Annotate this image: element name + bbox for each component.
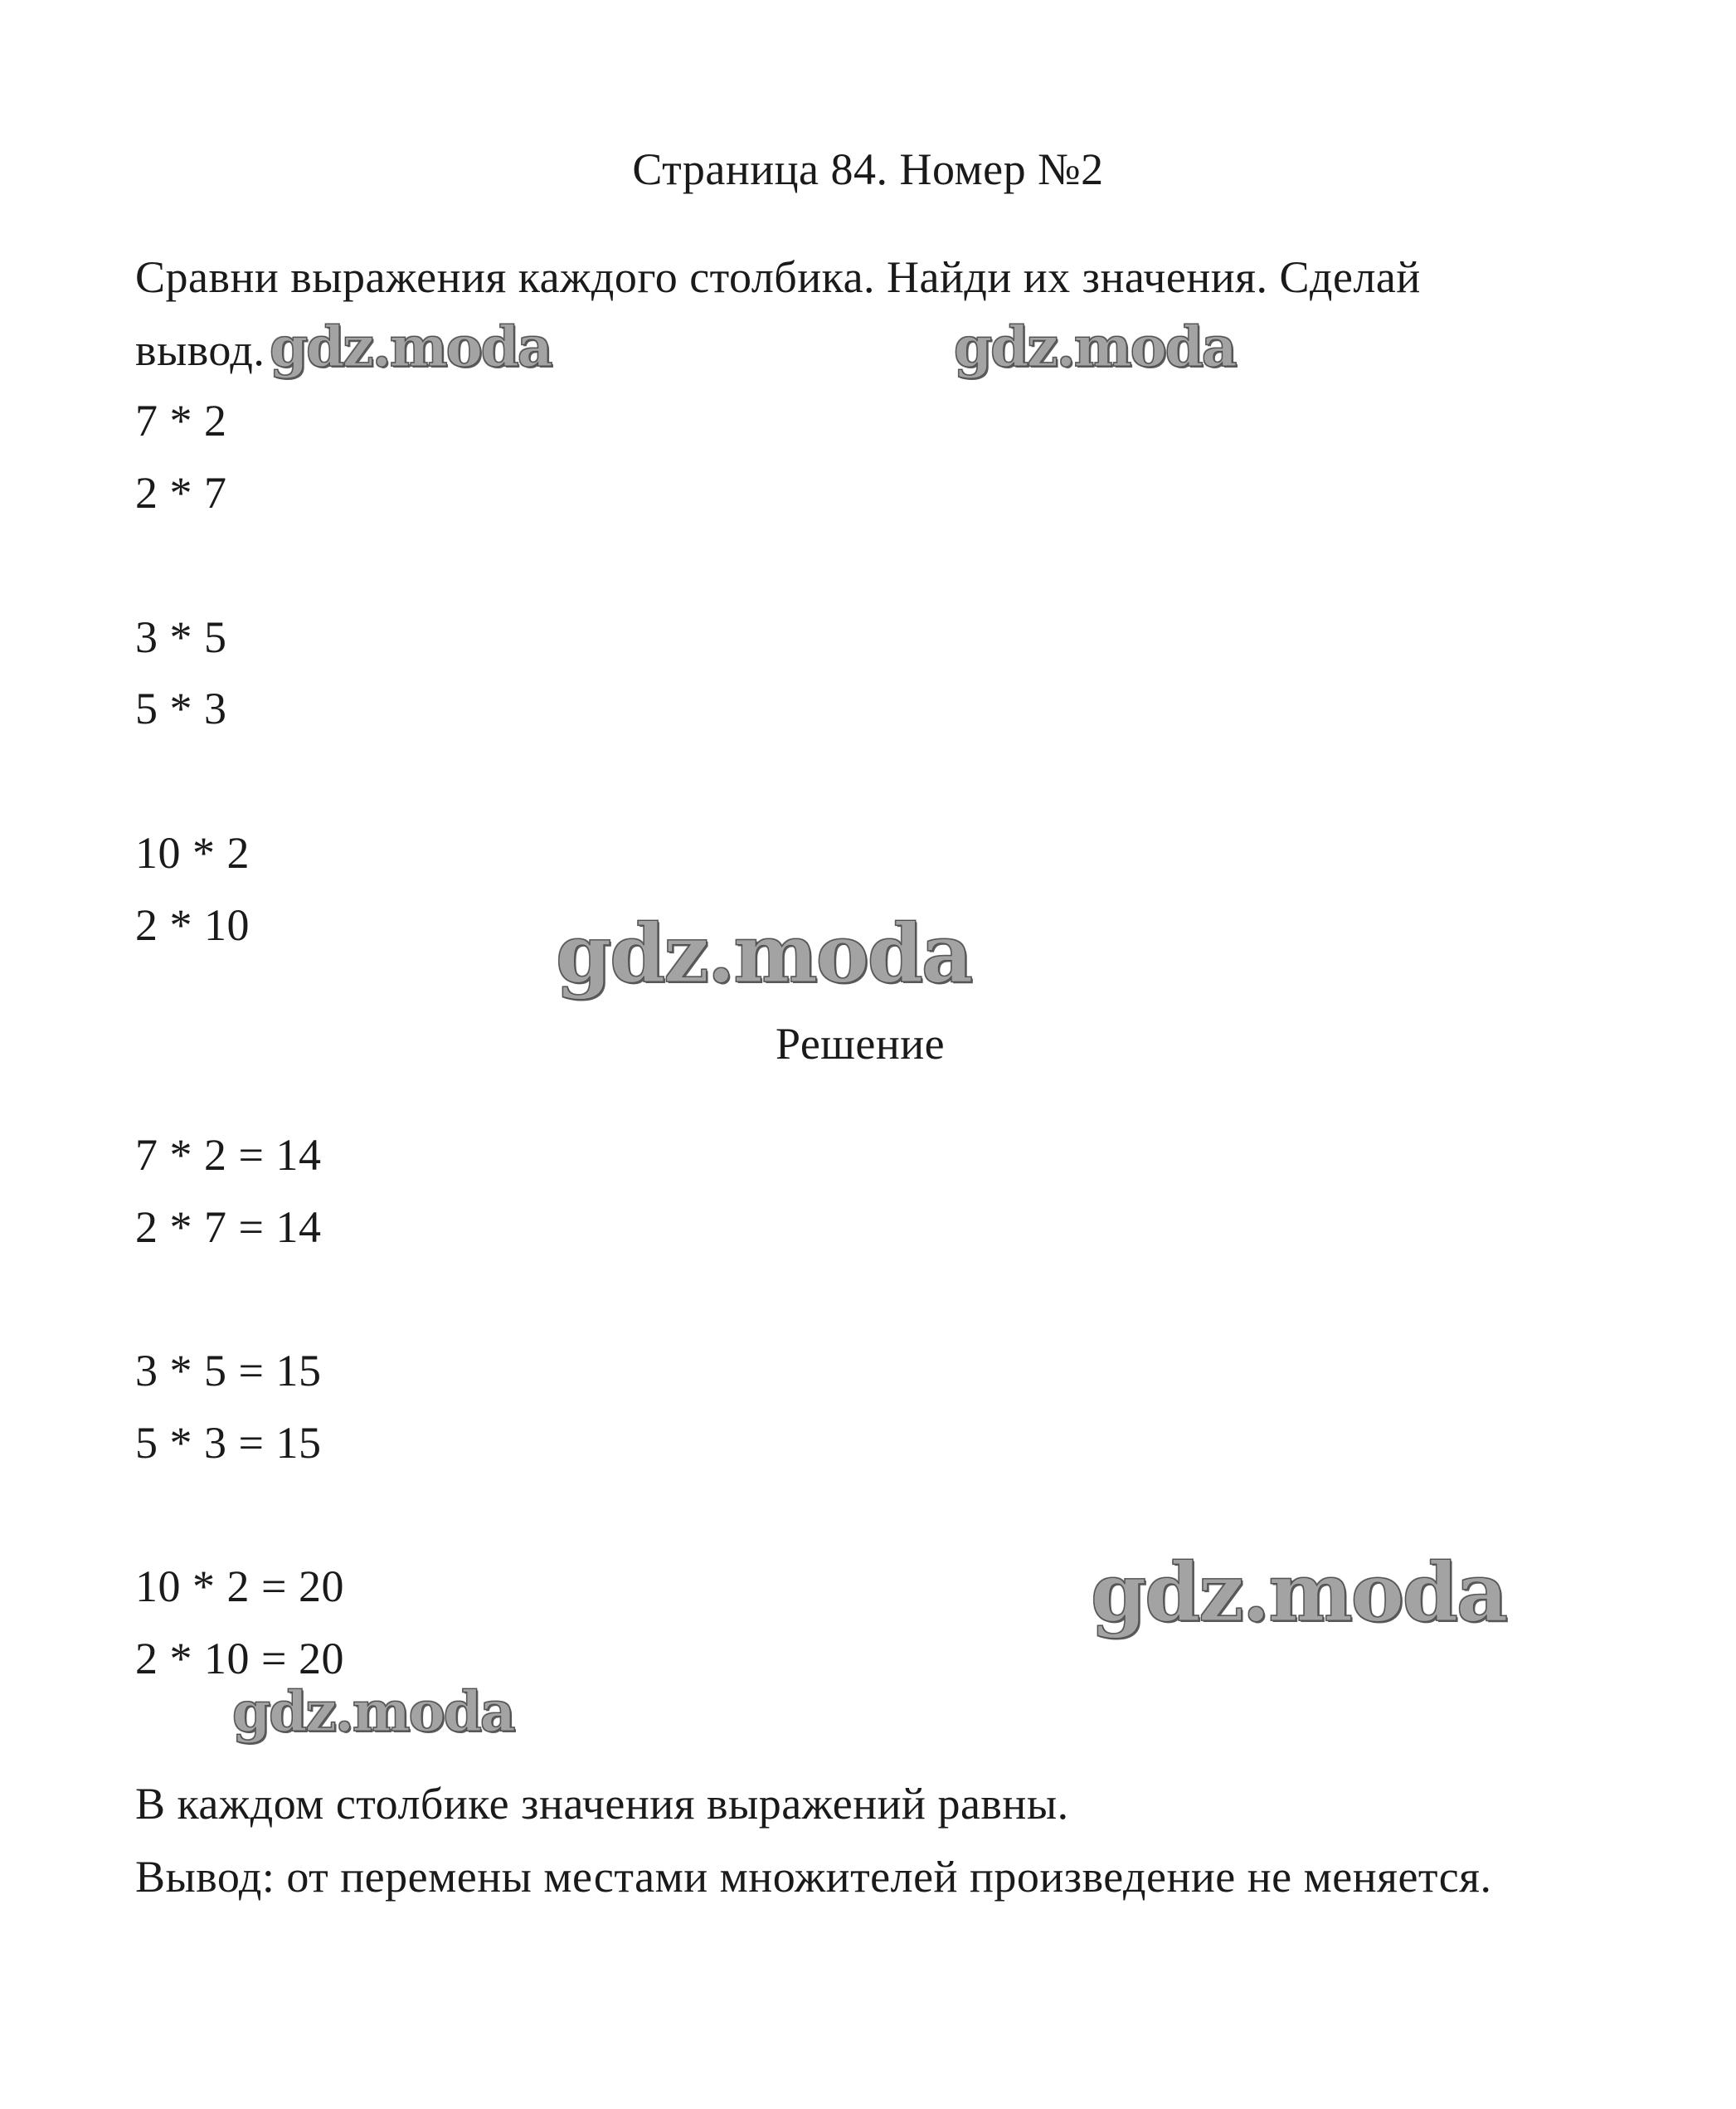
page-title: Страница 84. Номер №2 (632, 144, 1104, 194)
solution-result: 2 * 7 = 14 (135, 1202, 322, 1252)
solution-heading: Решение (776, 1019, 946, 1069)
solution-result: 3 * 5 = 15 (135, 1346, 322, 1395)
expression-item: 7 * 2 (135, 396, 227, 446)
expression-item: 3 * 5 (135, 612, 227, 662)
watermark-logo: gdz.moda (270, 314, 552, 379)
conclusion-text: Вывод: от перемены местами множителей произведение не меняется. (135, 1852, 1492, 1902)
watermark-logo: gdz.moda (954, 314, 1236, 379)
watermark-logo: gdz.moda (1091, 1546, 1507, 1639)
watermark-logo: gdz.moda (232, 1679, 514, 1744)
expression-item: 2 * 10 (135, 900, 250, 950)
expression-item: 5 * 3 (135, 684, 227, 733)
solution-result: 7 * 2 = 14 (135, 1130, 322, 1180)
solution-result: 5 * 3 = 15 (135, 1418, 322, 1468)
expression-item: 10 * 2 (135, 828, 250, 878)
task-text-line-2: вывод. (135, 325, 265, 375)
task-text-line-1: Сравни выражения каждого столбика. Найди их значения. Сделай (135, 252, 1421, 302)
conclusion-text: В каждом столбике значения выражений равны. (135, 1779, 1069, 1829)
solution-result: 2 * 10 = 20 (135, 1634, 344, 1683)
solution-result: 10 * 2 = 20 (135, 1561, 344, 1611)
watermark-logo: gdz.moda (556, 907, 972, 1001)
expression-item: 2 * 7 (135, 468, 227, 518)
